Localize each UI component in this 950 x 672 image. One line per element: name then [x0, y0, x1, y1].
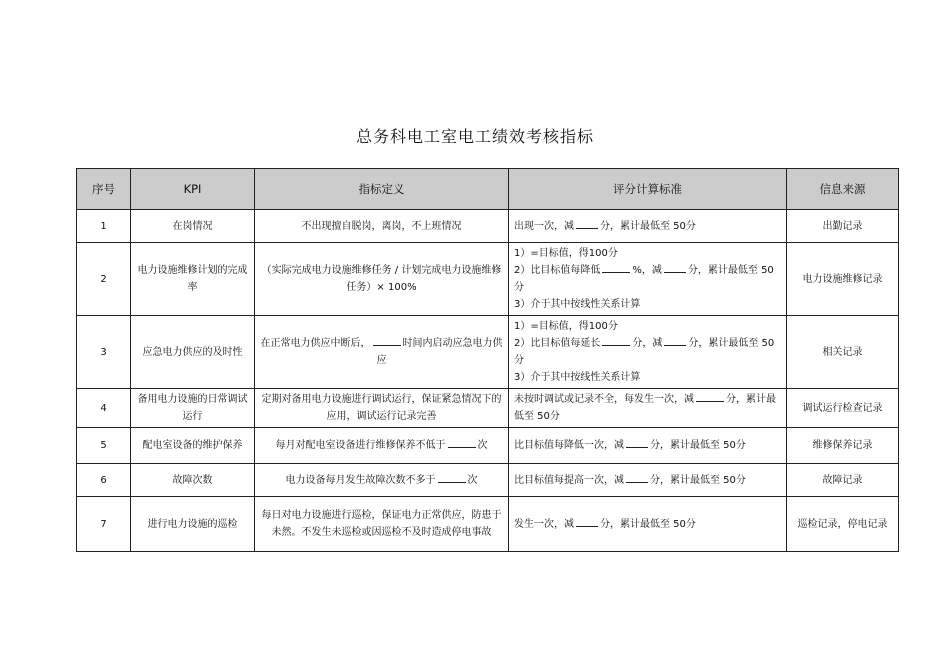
- table-row: [77, 389, 899, 428]
- cell-source: 维修保养记录: [787, 428, 899, 464]
- cell-kpi: 配电室设备的维护保养: [131, 428, 255, 464]
- blank-line: [373, 336, 401, 346]
- scoring-text: 比目标值每提高一次，减: [514, 474, 624, 486]
- cell-definition: [255, 464, 509, 497]
- cell-definition: 定期对备用电力设施进行调试运行，保证紧急情况下的应用，调试运行记录完善: [255, 389, 509, 428]
- table-row: [77, 243, 899, 316]
- header-scoring: 评分计算标准: [509, 169, 787, 210]
- cell-kpi: 应急电力供应的及时性: [131, 316, 255, 389]
- scoring-text: 出现一次，减: [514, 220, 574, 232]
- cell-definition: [255, 428, 509, 464]
- scoring-text: 分，累计最低至 50分: [514, 394, 776, 422]
- table-header-row: [77, 169, 899, 210]
- definition-text: 每月对配电室设备进行维修保养不低于: [275, 440, 446, 451]
- table-row: [77, 428, 899, 464]
- scoring-text: 分，累计最低至 50分: [514, 265, 774, 293]
- cell-no: 7: [77, 497, 131, 552]
- header-no: 序号: [77, 169, 131, 210]
- cell-scoring: [509, 464, 787, 497]
- scoring-line: [514, 262, 781, 296]
- cell-no: 3: [77, 316, 131, 389]
- cell-no: 5: [77, 428, 131, 464]
- cell-source: 出勤记录: [787, 210, 899, 243]
- header-definition: 指标定义: [255, 169, 509, 210]
- definition-text: 次: [477, 440, 488, 451]
- table-row: [77, 464, 899, 497]
- cell-kpi: 备用电力设施的日常调试运行: [131, 389, 255, 428]
- cell-no: 4: [77, 389, 131, 428]
- table-row: [77, 497, 899, 552]
- scoring-text: 发生一次，减: [514, 518, 574, 530]
- table-row: [77, 210, 899, 243]
- scoring-text: 分，累计最低至 50分: [650, 440, 746, 451]
- blank-line: [696, 392, 724, 402]
- cell-scoring: [509, 210, 787, 243]
- blank-line: [664, 263, 686, 273]
- blank-line: [626, 473, 648, 483]
- cell-definition: 不出现擅自脱岗，离岗，不上班情况: [255, 210, 509, 243]
- blank-line: [602, 336, 630, 346]
- definition-text: 在正常电力供应中断后，: [260, 338, 371, 349]
- cell-definition: 每日对电力设施进行巡检，保证电力正常供应，防患于未然。不发生未巡检或因巡检不及时造成停电事故: [255, 497, 509, 552]
- scoring-line: [514, 335, 781, 369]
- cell-definition: [255, 316, 509, 389]
- scoring-text: 分，减: [632, 338, 663, 349]
- blank-line: [576, 517, 598, 527]
- cell-source: 相关记录: [787, 316, 899, 389]
- cell-scoring: [509, 316, 787, 389]
- cell-no: 1: [77, 210, 131, 243]
- cell-definition: （实际完成电力设施维修任务 / 计划完成电力设施维修任务）× 100%: [255, 243, 509, 316]
- cell-scoring: [509, 243, 787, 316]
- definition-text: 次: [467, 474, 478, 486]
- cell-scoring: [509, 389, 787, 428]
- scoring-text: 未按时调试或记录不全，每发生一次，减: [514, 394, 694, 405]
- definition-text: 电力设备每月发生故障次数不多于: [285, 474, 436, 486]
- scoring-text: 分，累计最低至 50分: [600, 518, 696, 530]
- cell-kpi: 故障次数: [131, 464, 255, 497]
- scoring-text: 比目标值每降低一次，减: [514, 440, 624, 451]
- header-source: 信息来源: [787, 169, 899, 210]
- blank-line: [626, 438, 648, 448]
- cell-source: 故障记录: [787, 464, 899, 497]
- blank-line: [602, 263, 630, 273]
- cell-kpi: 进行电力设施的巡检: [131, 497, 255, 552]
- cell-kpi: 电力设施维修计划的完成率: [131, 243, 255, 316]
- table-row: [77, 316, 899, 389]
- cell-scoring: [509, 428, 787, 464]
- cell-source: 调试运行检查记录: [787, 389, 899, 428]
- blank-line: [664, 336, 686, 346]
- cell-no: 2: [77, 243, 131, 316]
- cell-scoring: [509, 497, 787, 552]
- cell-source: 电力设施维修记录: [787, 243, 899, 316]
- scoring-text: 2）比目标值每延长: [514, 338, 601, 349]
- blank-line: [448, 438, 476, 448]
- scoring-line: 3）介于其中按线性关系计算: [514, 372, 641, 383]
- cell-kpi: 在岗情况: [131, 210, 255, 243]
- header-kpi: KPI: [131, 169, 255, 210]
- scoring-text: %，减: [632, 265, 662, 276]
- scoring-text: 2）比目标值每降低: [514, 265, 601, 276]
- definition-text: 时间内启动应急电力供应: [376, 338, 503, 366]
- scoring-text: 分，累计最低至 50分: [600, 220, 696, 232]
- cell-source: 巡检记录，停电记录: [787, 497, 899, 552]
- blank-line: [576, 219, 598, 229]
- scoring-text: 分，累计最低至 50分: [650, 474, 746, 486]
- blank-line: [438, 473, 466, 483]
- scoring-line: 1）=目标值，得100分: [514, 248, 618, 259]
- scoring-line: 1）=目标值，得100分: [514, 321, 618, 332]
- cell-no: 6: [77, 464, 131, 497]
- page-title: 总务科电工室电工绩效考核指标: [355, 127, 594, 146]
- scoring-text: 分，累计最低至 50分: [514, 338, 775, 366]
- scoring-line: 3）介于其中按线性关系计算: [514, 299, 641, 310]
- kpi-table: [76, 168, 899, 552]
